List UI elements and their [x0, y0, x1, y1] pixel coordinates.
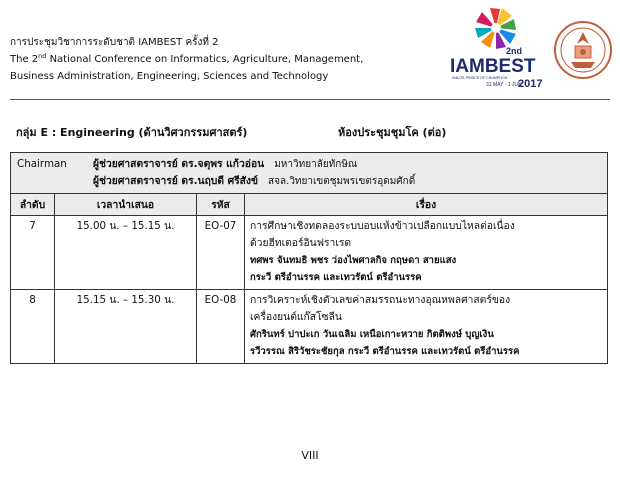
chairman-row [11, 153, 608, 194]
row-title-line-1: การวิเคราะห์เชิงตัวเลขค่าสมรรถนะทางอุณหพลศาสตร์ของ [250, 294, 511, 306]
column-header-title: เรื่อง [245, 194, 608, 216]
logo-brand: IAMBEST [450, 56, 536, 77]
university-seal-icon [553, 20, 613, 80]
table-header-row [11, 194, 608, 216]
row-authors-line-2: กระวี ตรีอำนรรค และเทวรัตน์ ตรีอำนรรค [250, 272, 422, 283]
logo-year: 2017 [518, 78, 543, 90]
row-title-line-1: การศึกษาเชิงทดลองระบบอบแห้งข้าวเปลือกแบบไหลต่อเนื่อง [250, 220, 515, 232]
iambest-logo [448, 6, 548, 92]
header-line-3: Business Administration, Engineering, Sciences and Technology [10, 71, 329, 82]
table-row [11, 290, 608, 364]
schedule-table [10, 152, 608, 364]
column-header-time: เวลานำเสนอ [55, 194, 197, 216]
chairman-label: Chairman [17, 158, 67, 170]
row-code: EO-07 [197, 216, 245, 290]
chairman-line-1 [17, 156, 601, 173]
row-order: 7 [11, 216, 55, 290]
session-group: กลุ่ม E : Engineering (ด้านวิศวกรรมศาสตร์) [16, 126, 248, 139]
column-header-order: ลำดับ [11, 194, 55, 216]
row-title-line-2: เครื่องยนต์แก๊สโซลีน [250, 311, 342, 323]
logo-dates: 31 MAY - 1 JUN [486, 82, 522, 88]
row-code: EO-08 [197, 290, 245, 364]
row-title-line-2: ด้วยฮีทเตอร์อินฟราเรด [250, 237, 352, 249]
chairman-person-1: ผู้ช่วยศาสตราจารย์ ดร.จตุพร แก้วอ่อน [93, 158, 265, 170]
chairman-affiliation-1: มหาวิทยาลัยทักษิณ [274, 159, 358, 170]
logo-tagline: KMUTB PRINCE OF CHUMPHON [452, 76, 508, 80]
chairman-affiliation-2: สจล.วิทยาเขตชุมพรเขตรอุดมศักดิ์ [268, 176, 416, 187]
header-line-2-sup: nd [38, 52, 47, 60]
chairman-line-2 [17, 173, 601, 190]
chairman-cell [11, 153, 608, 194]
row-details [245, 290, 608, 364]
header-line-2 [10, 51, 363, 68]
row-details [245, 216, 608, 290]
logo-sup: 2nd [506, 46, 523, 56]
column-header-code: รหัส [197, 194, 245, 216]
row-authors-line-1: ศักรินทร์ ปาปะเก วันเฉลิม เหนือเกาะหวาย กิตติพงษ์ บุญเงิน [250, 329, 494, 340]
row-authors-line-2: รวีวรรณ สิริวัชระชัยกุล กระวี ตรีอำนรรค และเทวรัตน์ ตรีอำนรรค [250, 346, 520, 357]
header-line-1: การประชุมวิชาการระดับชาติ IAMBEST ครั้งที่ 2 [10, 37, 219, 48]
header-line-2-post: National Conference on Informatics, Agriculture, Management, [46, 54, 364, 65]
table-row [11, 216, 608, 290]
row-order: 8 [11, 290, 55, 364]
row-time: 15.00 น. – 15.15 น. [55, 216, 197, 290]
page-number: VIII [301, 449, 319, 462]
chairman-person-2: ผู้ช่วยศาสตราจารย์ ดร.นฤบดี ศรีสังข์ [93, 175, 259, 187]
header-line-2-pre: The 2 [10, 54, 39, 65]
row-time: 15.15 น. – 15.30 น. [55, 290, 197, 364]
row-authors-line-1: ทศพร จันทมธิ พชร ว่องไพศาลกิจ กฤษดา สายแสง [250, 255, 457, 266]
conference-header [10, 34, 363, 85]
session-room: ห้องประชุมชุมโค (ต่อ) [338, 126, 447, 139]
header-divider [10, 99, 610, 100]
